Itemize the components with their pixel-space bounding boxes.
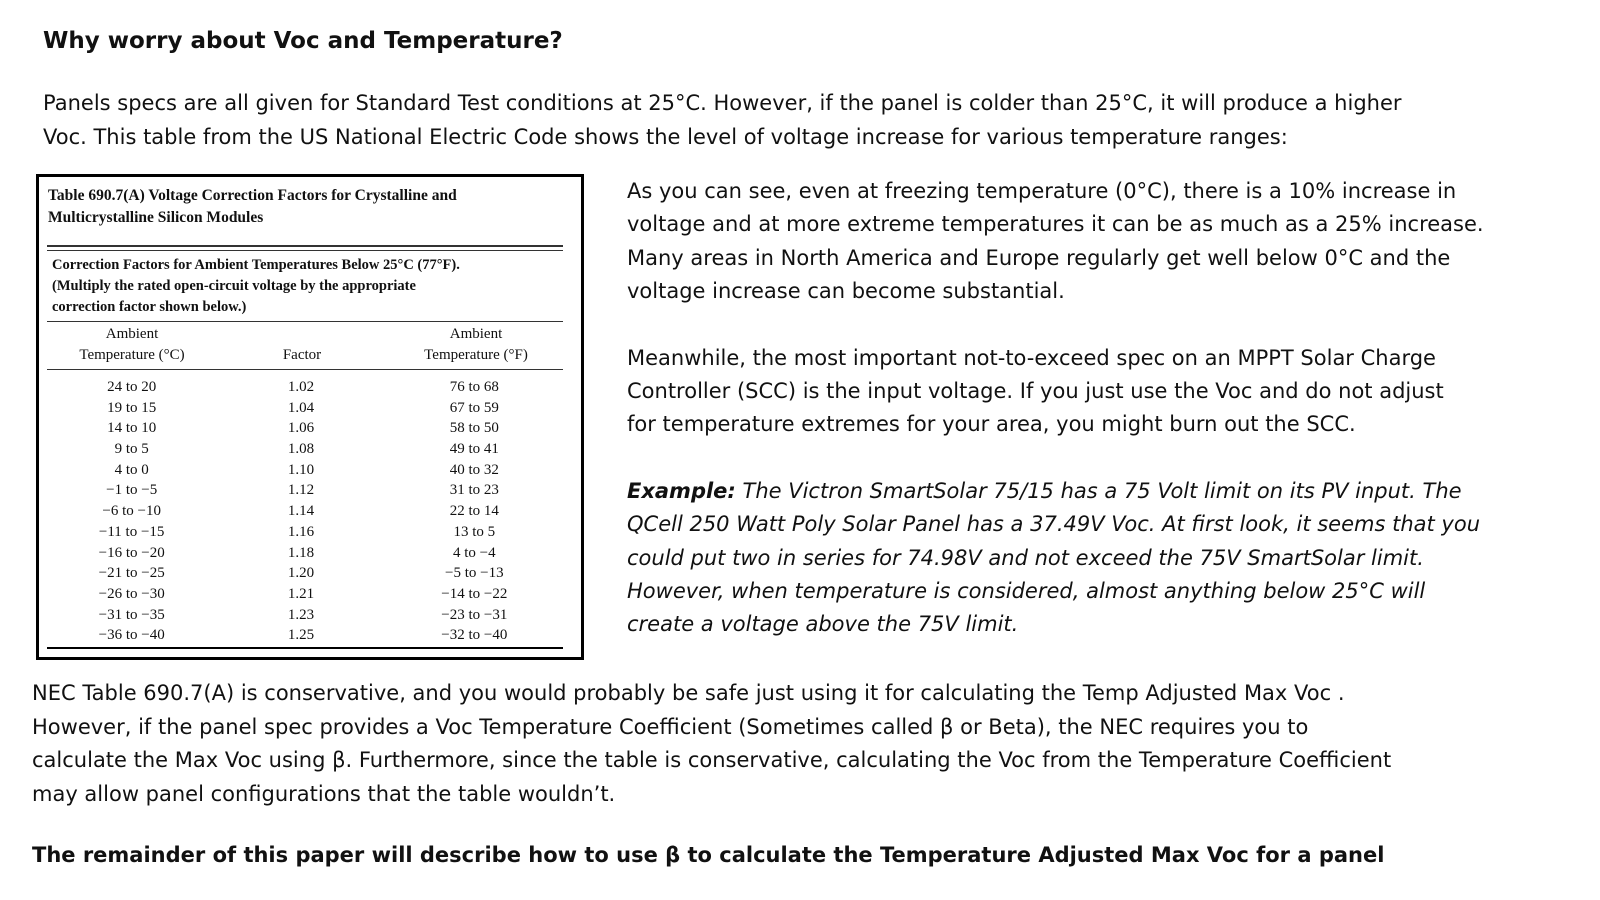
cell-fahrenheit: 13 to 5 [453, 523, 496, 540]
column-header-fahrenheit [387, 324, 565, 366]
cell-fahrenheit: 22 to 14 [449, 503, 499, 520]
cell-celsius: −26 to −30 [98, 585, 165, 602]
cell-factor: 1.10 [287, 461, 315, 478]
table-row [47, 543, 563, 564]
cell-celsius: 4 to 0 [114, 461, 149, 478]
text-line: voltage increase can become substantial. [627, 279, 1065, 304]
table-row [47, 377, 563, 398]
text-line: As you can see, even at freezing temperature (0°C), there is a 10% increase in [627, 179, 1457, 203]
cell-fahrenheit: 4 to −4 [453, 544, 496, 561]
text-line: NEC Table 690.7(A) is conservative, and you would probably be safe just using it for calculating the Temp Adjusted Max Voc . [32, 681, 1345, 705]
table-row [47, 501, 563, 522]
text-line: Meanwhile, the most important not-to-exceed spec on an MPPT Solar Charge [627, 345, 1436, 370]
table-row [47, 439, 563, 460]
text-line: could put two in series for 74.98V and not exceed the 75V SmartSolar limit. [627, 545, 1424, 570]
table-row [47, 480, 563, 501]
column-header-line: Ambient [105, 326, 159, 342]
cell-fahrenheit: 31 to 23 [449, 482, 499, 499]
text-line: may allow panel configurations that the table wouldn’t. [32, 781, 616, 806]
intro-line: Panels specs are all given for Standard Test conditions at 25°C. However, if the panel is colder than 25°C, it will produce a higher [43, 91, 1402, 115]
cell-factor: 1.02 [287, 379, 315, 395]
cell-fahrenheit: 67 to 59 [449, 399, 499, 416]
column-header-line: Ambient [449, 326, 503, 342]
text-line: QCell 250 Watt Poly Solar Panel has a 37.49V Voc. At first look, it seems that you [627, 512, 1481, 537]
text-line: for temperature extremes for your area, you might burn out the SCC. [627, 412, 1356, 437]
example-paragraph [627, 475, 1587, 642]
cell-fahrenheit: 76 to 68 [449, 379, 499, 395]
table-divider [47, 250, 563, 251]
text-line [627, 475, 1587, 508]
closing-statement: The remainder of this paper will describe how to use β to calculate the Temperature Adjusted Max Voc for a panel [32, 843, 1385, 867]
cell-celsius: −11 to −15 [98, 523, 165, 540]
cell-celsius: −31 to −35 [98, 606, 165, 623]
table-row [47, 584, 563, 605]
scc-paragraph [627, 342, 1587, 442]
cell-fahrenheit: −5 to −13 [445, 565, 504, 582]
cell-factor: 1.16 [287, 523, 315, 540]
text-line: voltage and at more extreme temperatures it can be as much as a 25% increase. [627, 212, 1484, 237]
table-row [47, 625, 563, 646]
cell-fahrenheit: 49 to 41 [449, 441, 499, 458]
cell-fahrenheit: −14 to −22 [441, 585, 508, 602]
intro-paragraph [43, 86, 1573, 154]
table-title-line: Table 690.7(A) Voltage Correction Factors for Crystalline and [48, 187, 457, 204]
cell-factor: 1.12 [287, 482, 315, 499]
table-caption-line: (Multiply the rated open-circuit voltage by the appropriate [52, 278, 416, 294]
cell-celsius: 14 to 10 [107, 420, 157, 437]
table-title [48, 185, 457, 229]
cell-factor: 1.06 [287, 420, 315, 437]
table-row [47, 418, 563, 439]
text-line: Many areas in North America and Europe regularly get well below 0°C and the [627, 245, 1451, 270]
table-row [47, 398, 563, 419]
table-divider [47, 369, 563, 370]
cell-celsius: −16 to −20 [98, 544, 165, 561]
table-body [47, 377, 563, 646]
cell-fahrenheit: 58 to 50 [449, 420, 499, 437]
cell-fahrenheit: −23 to −31 [441, 606, 508, 623]
cell-fahrenheit: 40 to 32 [449, 461, 499, 478]
example-text: The Victron SmartSolar 75/15 has a 75 Volt limit on its PV input. The [735, 478, 1462, 503]
column-header-celsius [47, 324, 217, 366]
table-divider [47, 321, 563, 322]
table-caption-line: Correction Factors for Ambient Temperatures Below 25°C (77°F). [52, 257, 460, 273]
cell-celsius: −21 to −25 [98, 565, 165, 582]
text-line: However, if the panel spec provides a Voc Temperature Coefficient (Sometimes called β or Beta), the NEC requires you to [32, 714, 1309, 739]
cell-factor: 1.23 [287, 606, 315, 623]
table-divider [47, 647, 563, 649]
text-line: Controller (SCC) is the input voltage. If you just use the Voc and do not adjust [627, 379, 1444, 404]
text-line: calculate the Max Voc using β. Furthermore, since the table is conservative, calculating the Voc from the Temperature Coefficient [32, 748, 1392, 772]
cell-celsius: 24 to 20 [107, 379, 157, 395]
table-row [47, 460, 563, 481]
cell-celsius: 9 to 5 [114, 441, 149, 458]
column-header-factor: Factor [282, 347, 322, 363]
table-caption [52, 255, 460, 318]
cell-factor: 1.18 [287, 544, 315, 561]
example-label: Example: [627, 478, 736, 503]
table-divider [47, 245, 563, 247]
cell-factor: 1.08 [287, 441, 315, 458]
table-row [47, 605, 563, 626]
freezing-paragraph [627, 175, 1587, 309]
cell-factor: 1.25 [287, 627, 315, 644]
conclusion-paragraph [32, 677, 1592, 811]
intro-line: Voc. This table from the US National Electric Code shows the level of voltage increase for various temperature ranges: [43, 125, 1288, 149]
table-caption-line: correction factor shown below.) [52, 299, 247, 315]
table-row [47, 522, 563, 543]
table-row [47, 563, 563, 584]
cell-celsius: −6 to −10 [102, 503, 161, 520]
cell-fahrenheit: −32 to −40 [441, 627, 508, 644]
cell-celsius: −1 to −5 [106, 482, 158, 499]
cell-factor: 1.21 [287, 585, 315, 602]
page-heading: Why worry about Voc and Temperature? [43, 28, 563, 54]
cell-celsius: 19 to 15 [107, 399, 157, 416]
text-line: However, when temperature is considered, almost anything below 25°C will [627, 579, 1426, 604]
text-line: create a voltage above the 75V limit. [627, 612, 1019, 637]
explanation-column [627, 175, 1587, 675]
cell-factor: 1.20 [287, 565, 315, 582]
column-header-line: Temperature (°C) [79, 347, 185, 363]
cell-factor: 1.14 [287, 503, 315, 520]
cell-celsius: −36 to −40 [98, 627, 165, 644]
nec-correction-table [36, 174, 584, 660]
column-header-line: Temperature (°F) [424, 347, 528, 363]
table-title-line: Multicrystalline Silicon Modules [48, 209, 264, 226]
cell-factor: 1.04 [287, 399, 315, 416]
